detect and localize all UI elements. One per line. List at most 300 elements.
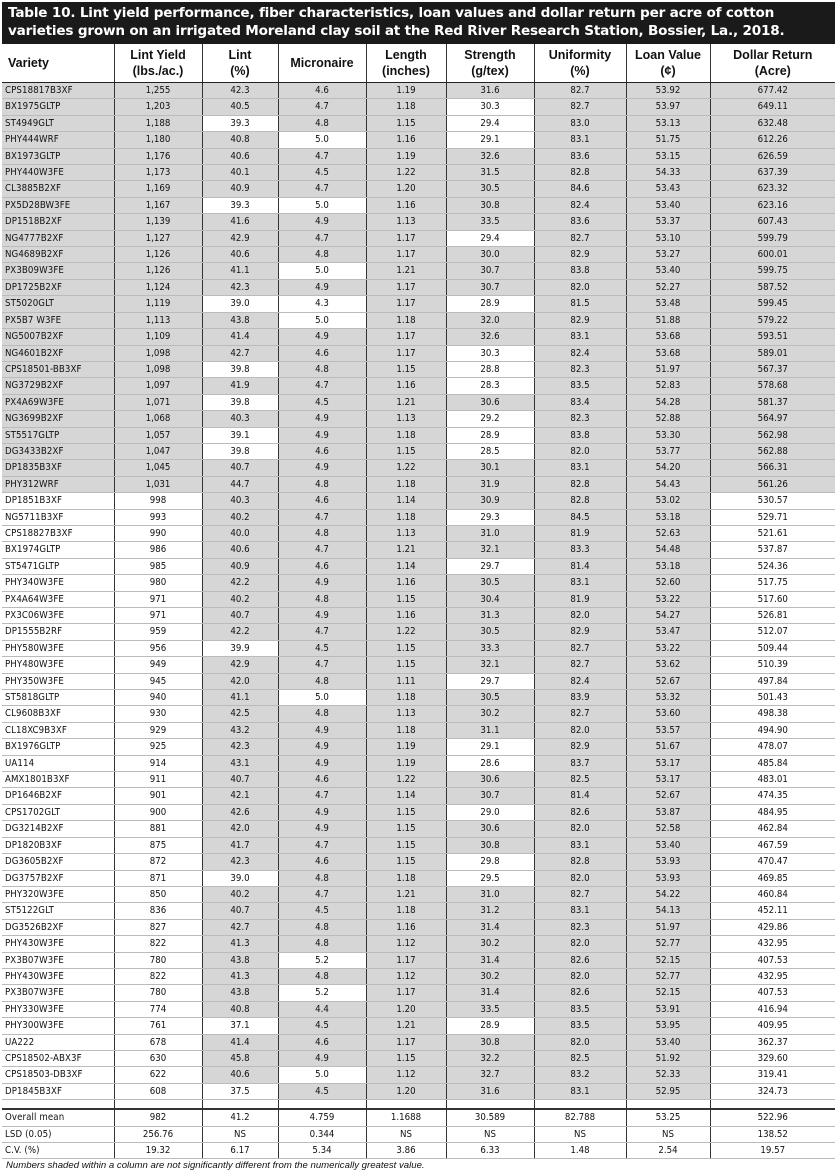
cell-length: 1.11: [366, 673, 446, 689]
cell-lint-yield: 985: [114, 558, 202, 574]
cell-variety: PX3B07W3FE: [2, 985, 114, 1001]
cell-variety: ST4949GLT: [2, 115, 114, 131]
cell-loan-value: 52.60: [626, 575, 710, 591]
cell-lint-yield: 822: [114, 936, 202, 952]
cell-micronaire: 4.7: [278, 788, 366, 804]
cell-length: 1.19: [366, 739, 446, 755]
table-row: [2, 1034, 835, 1050]
cell-micronaire: 4.4: [278, 1001, 366, 1017]
cell-length: 1.17: [366, 345, 446, 361]
cell-lint-pct: 40.0: [202, 525, 278, 541]
cell-loan-value: 52.77: [626, 936, 710, 952]
cell-loan-value: 52.58: [626, 821, 710, 837]
table-row: [2, 788, 835, 804]
cell-variety: PHY330W3FE: [2, 1001, 114, 1017]
table-row: [2, 804, 835, 820]
cell-uniformity: 81.9: [534, 591, 626, 607]
cell-dollar-return: 530.57: [710, 493, 835, 509]
cell-strength: 30.9: [446, 493, 534, 509]
cell-micronaire: 4.8: [278, 673, 366, 689]
cell-loan-value: 53.37: [626, 214, 710, 230]
cell-micronaire: 4.7: [278, 657, 366, 673]
cell-lint-pct: 39.8: [202, 361, 278, 377]
cell-micronaire: 4.7: [278, 542, 366, 558]
cell-micronaire: 4.9: [278, 329, 366, 345]
cell-strength: 29.5: [446, 870, 534, 886]
cell-strength: 33.5: [446, 214, 534, 230]
cell-loan-value: 52.95: [626, 1083, 710, 1099]
cell-uniformity: 82.5: [534, 1050, 626, 1066]
cell-micronaire: 4.3: [278, 296, 366, 312]
cell-dollar-return: 521.61: [710, 525, 835, 541]
cell-lint-yield: 850: [114, 886, 202, 902]
cell-length: 1.16: [366, 197, 446, 213]
cell-variety: CPS1702GLT: [2, 804, 114, 820]
stat-cell-dollar-return: 522.96: [710, 1109, 835, 1126]
cell-loan-value: 53.22: [626, 591, 710, 607]
col-header-unit: (inches): [382, 64, 430, 78]
cell-length: 1.20: [366, 1083, 446, 1099]
cell-loan-value: 53.43: [626, 181, 710, 197]
cell-uniformity: 83.1: [534, 837, 626, 853]
cell-loan-value: 53.93: [626, 870, 710, 886]
cell-lint-pct: 40.7: [202, 460, 278, 476]
cell-loan-value: 54.48: [626, 542, 710, 558]
cell-lint-pct: 39.8: [202, 394, 278, 410]
cell-lint-pct: 43.8: [202, 312, 278, 328]
cell-lint-pct: 40.6: [202, 247, 278, 263]
cell-micronaire: 4.9: [278, 608, 366, 624]
cell-lint-yield: 761: [114, 1018, 202, 1034]
table-row: [2, 394, 835, 410]
cell-uniformity: 82.7: [534, 99, 626, 115]
cell-uniformity: 83.2: [534, 1067, 626, 1083]
cell-lint-pct: 37.5: [202, 1083, 278, 1099]
cell-lint-yield: 1,203: [114, 99, 202, 115]
cell-micronaire: 4.7: [278, 624, 366, 640]
stat-cell-length: NS: [366, 1126, 446, 1142]
cell-strength: 30.2: [446, 968, 534, 984]
cell-lint-pct: 40.7: [202, 608, 278, 624]
col-header-label: Uniformity: [548, 48, 612, 62]
cell-dollar-return: 362.37: [710, 1034, 835, 1050]
table-row: [2, 575, 835, 591]
cell-lint-pct: 40.3: [202, 411, 278, 427]
cell-lint-pct: 41.3: [202, 936, 278, 952]
col-header-lint-yield: [114, 44, 202, 83]
stat-cell-uniformity: 82.788: [534, 1109, 626, 1126]
cell-loan-value: 53.77: [626, 443, 710, 459]
table-title: Table 10. Lint yield performance, fiber characteristics, loan values and dollar return per acre of cotton varieties grown on an irrigated Moreland clay soil at the Red River Research Station, Bossier, La., 2018.: [2, 2, 835, 44]
stat-cell-loan-value: NS: [626, 1126, 710, 1142]
cell-strength: 30.7: [446, 263, 534, 279]
cell-variety: DP1835B3XF: [2, 460, 114, 476]
table-body: [2, 83, 835, 1159]
col-header-unit: (%): [230, 64, 250, 78]
cell-length: 1.17: [366, 247, 446, 263]
cell-variety: ST5517GLTP: [2, 427, 114, 443]
col-header-label: Loan Value: [635, 48, 701, 62]
cell-loan-value: 53.18: [626, 509, 710, 525]
cell-micronaire: 4.5: [278, 165, 366, 181]
cell-dollar-return: 517.75: [710, 575, 835, 591]
cell-length: 1.17: [366, 985, 446, 1001]
table-row: [2, 99, 835, 115]
cell-loan-value: 53.40: [626, 1034, 710, 1050]
cell-strength: 32.1: [446, 542, 534, 558]
table-row: [2, 558, 835, 574]
cell-lint-yield: 980: [114, 575, 202, 591]
cell-dollar-return: 600.01: [710, 247, 835, 263]
table-row: [2, 279, 835, 295]
cell-lint-yield: 971: [114, 591, 202, 607]
cell-variety: PHY350W3FE: [2, 673, 114, 689]
cell-length: 1.15: [366, 443, 446, 459]
cell-loan-value: 53.47: [626, 624, 710, 640]
cell-loan-value: 51.75: [626, 132, 710, 148]
cell-uniformity: 82.0: [534, 443, 626, 459]
cell-strength: 32.6: [446, 148, 534, 164]
cell-micronaire: 4.6: [278, 558, 366, 574]
divider-cell: [366, 1100, 446, 1110]
cell-dollar-return: 510.39: [710, 657, 835, 673]
table-row: [2, 263, 835, 279]
header-row: [2, 44, 835, 83]
cell-micronaire: 4.6: [278, 854, 366, 870]
cell-variety: NG4777B2XF: [2, 230, 114, 246]
cell-length: 1.21: [366, 542, 446, 558]
cell-lint-pct: 43.8: [202, 952, 278, 968]
cell-lint-pct: 41.9: [202, 378, 278, 394]
cell-loan-value: 53.68: [626, 345, 710, 361]
cell-lint-pct: 39.0: [202, 870, 278, 886]
cell-uniformity: 82.3: [534, 411, 626, 427]
cell-variety: DP1725B2XF: [2, 279, 114, 295]
cell-loan-value: 53.40: [626, 837, 710, 853]
cell-micronaire: 4.5: [278, 394, 366, 410]
cell-dollar-return: 529.71: [710, 509, 835, 525]
cell-length: 1.18: [366, 476, 446, 492]
cell-loan-value: 53.97: [626, 99, 710, 115]
table-row: [2, 460, 835, 476]
cell-uniformity: 82.4: [534, 673, 626, 689]
cell-lint-yield: 929: [114, 722, 202, 738]
cell-lint-pct: 41.7: [202, 837, 278, 853]
cell-strength: 30.6: [446, 394, 534, 410]
col-header-strength: [446, 44, 534, 83]
cell-lint-yield: 1,068: [114, 411, 202, 427]
cell-dollar-return: 593.51: [710, 329, 835, 345]
cell-uniformity: 83.1: [534, 460, 626, 476]
cell-dollar-return: 407.53: [710, 952, 835, 968]
cell-lint-yield: 608: [114, 1083, 202, 1099]
cell-length: 1.16: [366, 575, 446, 591]
cell-uniformity: 83.0: [534, 115, 626, 131]
cell-lint-pct: 42.2: [202, 624, 278, 640]
cell-dollar-return: 329.60: [710, 1050, 835, 1066]
cell-loan-value: 53.93: [626, 854, 710, 870]
cell-lint-pct: 40.3: [202, 493, 278, 509]
cell-uniformity: 81.4: [534, 788, 626, 804]
cell-loan-value: 53.95: [626, 1018, 710, 1034]
cell-micronaire: 4.7: [278, 886, 366, 902]
cell-micronaire: 4.9: [278, 279, 366, 295]
cell-lint-pct: 42.3: [202, 83, 278, 99]
cell-lint-pct: 42.1: [202, 788, 278, 804]
cell-lint-yield: 1,119: [114, 296, 202, 312]
cell-lint-yield: 1,126: [114, 247, 202, 263]
cell-length: 1.20: [366, 181, 446, 197]
cell-dollar-return: 599.79: [710, 230, 835, 246]
cell-lint-pct: 42.9: [202, 657, 278, 673]
cell-uniformity: 83.1: [534, 575, 626, 591]
cell-uniformity: 82.7: [534, 640, 626, 656]
cell-variety: DP1820B3XF: [2, 837, 114, 853]
table-row: [2, 952, 835, 968]
cell-micronaire: 4.7: [278, 837, 366, 853]
cell-strength: 29.4: [446, 115, 534, 131]
cell-variety: ST5122GLT: [2, 903, 114, 919]
cell-variety: PX4A69W3FE: [2, 394, 114, 410]
cell-lint-pct: 39.1: [202, 427, 278, 443]
cell-micronaire: 5.2: [278, 952, 366, 968]
cell-uniformity: 82.6: [534, 804, 626, 820]
cell-strength: 28.9: [446, 427, 534, 443]
cell-lint-pct: 42.0: [202, 821, 278, 837]
cell-lint-pct: 39.3: [202, 115, 278, 131]
stat-cell-length: 1.1688: [366, 1109, 446, 1126]
table-page: [2, 2, 835, 1171]
cell-lint-yield: 1,124: [114, 279, 202, 295]
cell-length: 1.17: [366, 1034, 446, 1050]
cell-lint-yield: 630: [114, 1050, 202, 1066]
cell-lint-pct: 39.9: [202, 640, 278, 656]
cell-strength: 31.1: [446, 722, 534, 738]
cell-loan-value: 53.02: [626, 493, 710, 509]
cell-variety: DP1555B2RF: [2, 624, 114, 640]
stat-cell-lint-pct: 41.2: [202, 1109, 278, 1126]
cell-strength: 31.4: [446, 952, 534, 968]
cell-uniformity: 82.7: [534, 657, 626, 673]
cell-lint-yield: 1,071: [114, 394, 202, 410]
table-row: [2, 854, 835, 870]
cell-strength: 30.0: [446, 247, 534, 263]
cell-variety: NG4601B2XF: [2, 345, 114, 361]
cell-lint-pct: 40.6: [202, 1067, 278, 1083]
cell-strength: 28.3: [446, 378, 534, 394]
cell-uniformity: 84.6: [534, 181, 626, 197]
cell-lint-yield: 875: [114, 837, 202, 853]
cell-length: 1.15: [366, 115, 446, 131]
cell-lint-yield: 930: [114, 706, 202, 722]
cell-lint-yield: 1,167: [114, 197, 202, 213]
cell-loan-value: 53.32: [626, 690, 710, 706]
table-row: [2, 411, 835, 427]
cell-variety: NG3729B2XF: [2, 378, 114, 394]
cell-dollar-return: 467.59: [710, 837, 835, 853]
cell-variety: NG4689B2XF: [2, 247, 114, 263]
cell-lint-pct: 41.4: [202, 1034, 278, 1050]
table-row: [2, 165, 835, 181]
cell-variety: NG5711B3XF: [2, 509, 114, 525]
cell-dollar-return: 462.84: [710, 821, 835, 837]
stat-cell-loan-value: 2.54: [626, 1143, 710, 1159]
cell-lint-yield: 901: [114, 788, 202, 804]
cell-lint-yield: 1,098: [114, 345, 202, 361]
cell-lint-yield: 1,098: [114, 361, 202, 377]
cell-strength: 29.7: [446, 558, 534, 574]
cell-lint-yield: 827: [114, 919, 202, 935]
table-row: [2, 329, 835, 345]
cell-lint-yield: 822: [114, 968, 202, 984]
cell-dollar-return: 562.88: [710, 443, 835, 459]
cell-lint-yield: 881: [114, 821, 202, 837]
cell-strength: 31.0: [446, 525, 534, 541]
cell-lint-pct: 37.1: [202, 1018, 278, 1034]
cell-dollar-return: 587.52: [710, 279, 835, 295]
cell-dollar-return: 564.97: [710, 411, 835, 427]
cell-micronaire: 4.9: [278, 804, 366, 820]
cell-length: 1.18: [366, 690, 446, 706]
cell-variety: UA222: [2, 1034, 114, 1050]
cell-dollar-return: 567.37: [710, 361, 835, 377]
cell-micronaire: 4.5: [278, 1083, 366, 1099]
cell-micronaire: 4.9: [278, 755, 366, 771]
cell-dollar-return: 623.16: [710, 197, 835, 213]
cell-lint-yield: 780: [114, 985, 202, 1001]
cell-dollar-return: 524.36: [710, 558, 835, 574]
cell-length: 1.17: [366, 296, 446, 312]
table-row: [2, 755, 835, 771]
cell-micronaire: 5.0: [278, 1067, 366, 1083]
cell-micronaire: 4.8: [278, 476, 366, 492]
divider-cell: [202, 1100, 278, 1110]
cell-loan-value: 53.60: [626, 706, 710, 722]
cell-loan-value: 54.27: [626, 608, 710, 624]
cell-length: 1.21: [366, 1018, 446, 1034]
cell-variety: PHY312WRF: [2, 476, 114, 492]
col-header-unit: (lbs./ac.): [132, 64, 184, 78]
cell-strength: 30.5: [446, 624, 534, 640]
cell-lint-yield: 774: [114, 1001, 202, 1017]
cell-strength: 30.8: [446, 197, 534, 213]
cell-length: 1.15: [366, 854, 446, 870]
cell-strength: 32.0: [446, 312, 534, 328]
divider-cell: [710, 1100, 835, 1110]
cell-lint-yield: 956: [114, 640, 202, 656]
cell-loan-value: 53.68: [626, 329, 710, 345]
cell-uniformity: 82.0: [534, 936, 626, 952]
cell-lint-pct: 41.3: [202, 968, 278, 984]
stat-cell-variety: Overall mean: [2, 1109, 114, 1126]
footnote: Numbers shaded within a column are not significantly different from the numerically greatest value.: [6, 1160, 425, 1172]
cell-dollar-return: 469.85: [710, 870, 835, 886]
cell-length: 1.15: [366, 821, 446, 837]
cell-variety: NG5007B2XF: [2, 329, 114, 345]
cell-length: 1.22: [366, 165, 446, 181]
table-row: [2, 525, 835, 541]
cell-micronaire: 4.7: [278, 378, 366, 394]
cell-uniformity: 83.1: [534, 903, 626, 919]
cell-length: 1.15: [366, 640, 446, 656]
divider-cell: [278, 1100, 366, 1110]
cell-micronaire: 4.9: [278, 214, 366, 230]
cell-length: 1.14: [366, 493, 446, 509]
cell-lint-yield: 1,180: [114, 132, 202, 148]
cell-uniformity: 83.7: [534, 755, 626, 771]
stat-cell-micronaire: 0.344: [278, 1126, 366, 1142]
cell-uniformity: 82.9: [534, 312, 626, 328]
col-header-unit: (Acre): [754, 64, 791, 78]
cell-uniformity: 82.7: [534, 706, 626, 722]
cell-loan-value: 54.28: [626, 394, 710, 410]
cell-uniformity: 82.0: [534, 722, 626, 738]
col-header-lint-pct: [202, 44, 278, 83]
cell-lint-pct: 41.1: [202, 263, 278, 279]
cell-strength: 29.2: [446, 411, 534, 427]
table-row: [2, 706, 835, 722]
cell-lint-pct: 40.6: [202, 148, 278, 164]
stat-cell-variety: LSD (0.05): [2, 1126, 114, 1142]
cell-loan-value: 51.97: [626, 361, 710, 377]
table-row: [2, 1067, 835, 1083]
cell-variety: DP1851B3XF: [2, 493, 114, 509]
table-row: [2, 1001, 835, 1017]
cell-lint-pct: 40.9: [202, 558, 278, 574]
cell-strength: 30.6: [446, 772, 534, 788]
cell-dollar-return: 470.47: [710, 854, 835, 870]
cell-variety: PHY444WRF: [2, 132, 114, 148]
cell-dollar-return: 409.95: [710, 1018, 835, 1034]
cell-variety: PHY430W3FE: [2, 936, 114, 952]
table-row: [2, 968, 835, 984]
cell-loan-value: 52.77: [626, 968, 710, 984]
cell-dollar-return: 484.95: [710, 804, 835, 820]
cell-micronaire: 4.8: [278, 247, 366, 263]
cell-strength: 31.6: [446, 83, 534, 99]
col-header-variety: [2, 44, 114, 83]
table-row: [2, 624, 835, 640]
cell-loan-value: 53.18: [626, 558, 710, 574]
cell-lint-pct: 40.2: [202, 886, 278, 902]
cell-micronaire: 4.9: [278, 821, 366, 837]
cell-strength: 30.5: [446, 690, 534, 706]
cell-loan-value: 52.63: [626, 525, 710, 541]
stat-cell-strength: 6.33: [446, 1143, 534, 1159]
cell-uniformity: 83.6: [534, 148, 626, 164]
cell-variety: BX1973GLTP: [2, 148, 114, 164]
cell-micronaire: 4.8: [278, 870, 366, 886]
cell-strength: 29.7: [446, 673, 534, 689]
cell-micronaire: 4.6: [278, 443, 366, 459]
cell-lint-yield: 971: [114, 608, 202, 624]
cell-length: 1.13: [366, 525, 446, 541]
cell-length: 1.13: [366, 214, 446, 230]
cell-length: 1.15: [366, 804, 446, 820]
cell-micronaire: 4.9: [278, 739, 366, 755]
cell-uniformity: 84.5: [534, 509, 626, 525]
cell-lint-pct: 42.0: [202, 673, 278, 689]
cell-variety: DG3757B2XF: [2, 870, 114, 886]
cell-dollar-return: 485.84: [710, 755, 835, 771]
table-row: [2, 591, 835, 607]
cell-length: 1.18: [366, 903, 446, 919]
cell-loan-value: 53.91: [626, 1001, 710, 1017]
cell-dollar-return: 497.84: [710, 673, 835, 689]
cell-lint-yield: 780: [114, 952, 202, 968]
cell-uniformity: 83.6: [534, 214, 626, 230]
stat-cell-dollar-return: 19.57: [710, 1143, 835, 1159]
